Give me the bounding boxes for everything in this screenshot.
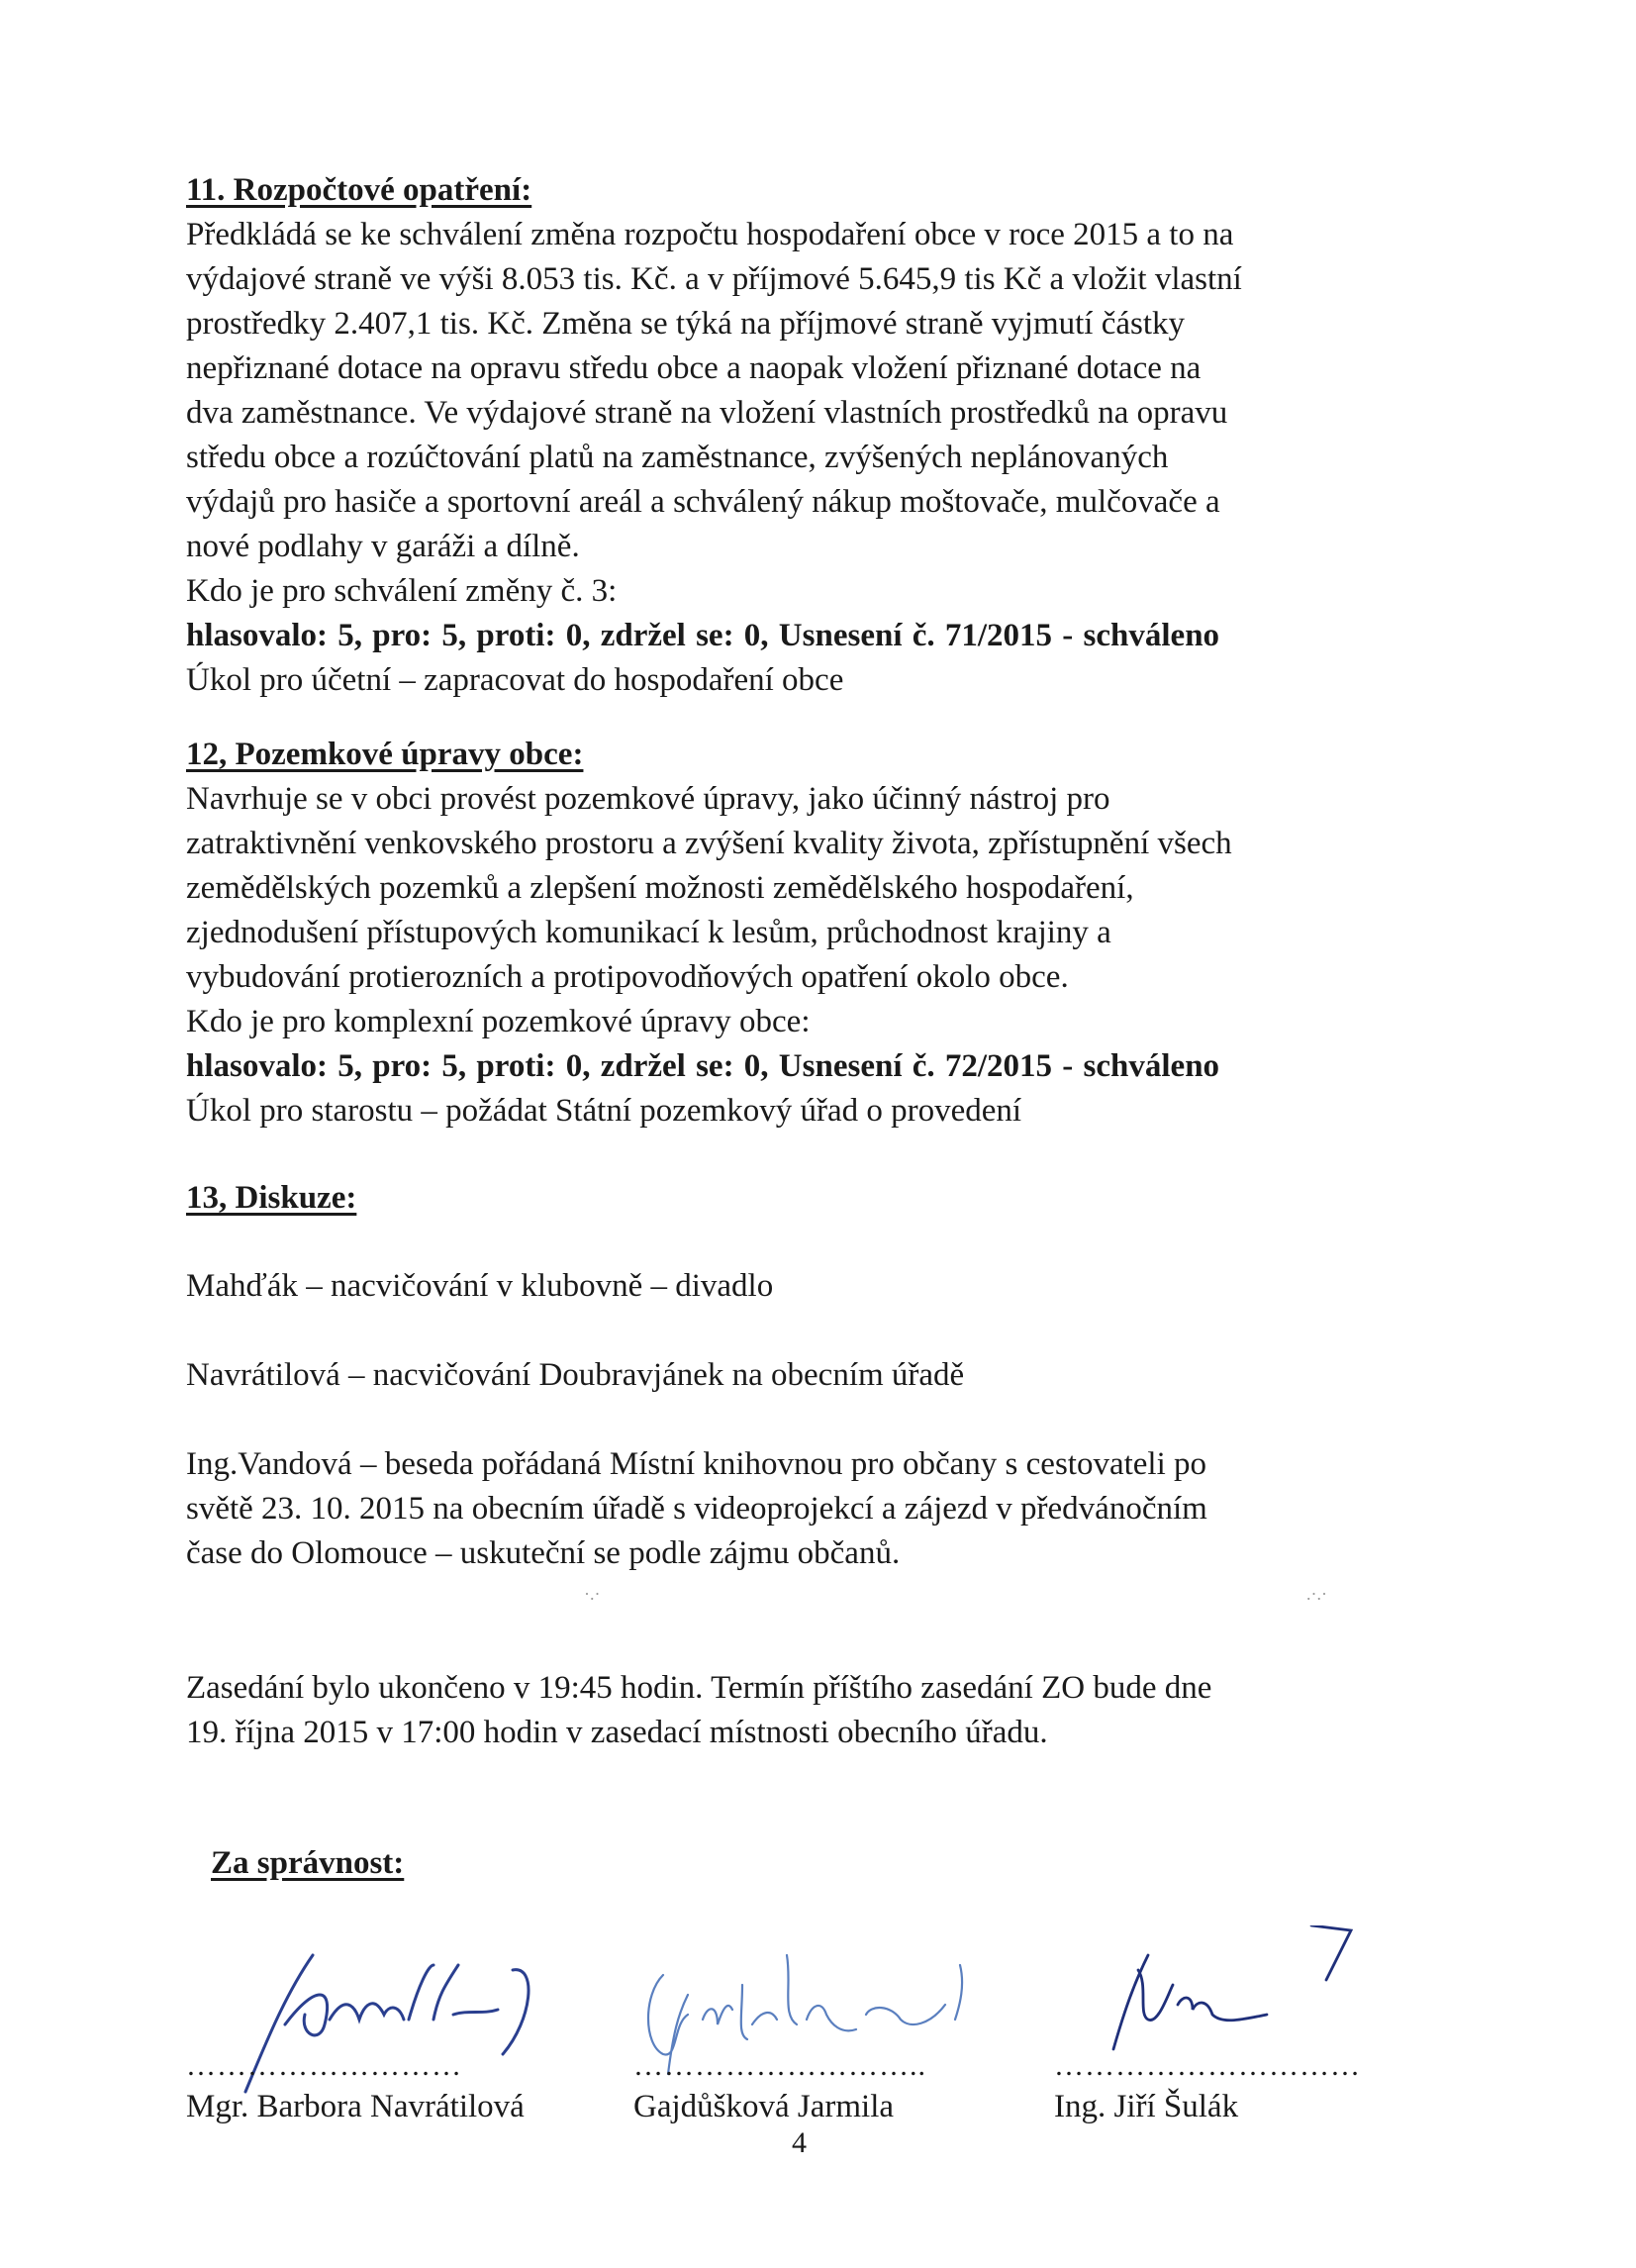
discussion-item-text: Ing.Vandová – beseda pořádaná Místní knihovnou pro občany s cestovateli po <box>186 1446 1207 1482</box>
discussion-item <box>186 1264 1492 1309</box>
discussion-item-text: světě 23. 10. 2015 na obecním úřadě s videoprojekcí a zájezd v předvánočním <box>186 1491 1207 1527</box>
signature-dots: ……………………… <box>186 2049 462 2082</box>
signature-block <box>1054 1925 1430 2133</box>
section-11-line: výdajové straně ve výši 8.053 tis. Kč. a v příjmové 5.645,9 tis Kč a vložit vlastní <box>186 261 1242 297</box>
signatures-heading-block <box>211 1841 1517 1886</box>
section-11-task: Úkol pro účetní – zapracovat do hospodaření obce <box>186 662 844 698</box>
section-12-line: vybudování protierozních a protipovodňových opatření okolo obce. <box>186 959 1069 995</box>
signer-name: Gajdůšková Jarmila <box>633 2089 895 2124</box>
section-12-line: zatraktivnění venkovského prostoru a zvýšení kvality života, zpřístupnění všech <box>186 826 1232 861</box>
section-11-line: výdajů pro hasiče a sportovní areál a schválený nákup moštovače, mulčovače a <box>186 484 1220 520</box>
section-12-line: zjednodušení přístupových komunikací k lesům, průchodnost krajiny a <box>186 915 1111 950</box>
closing-line: 19. října 2015 v 17:00 hodin v zasedací místnosti obecního úřadu. <box>186 1715 1048 1750</box>
section-12-line: Navrhuje se v obci provést pozemkové úpravy, jako účinný nástroj pro <box>186 781 1110 817</box>
section-12 <box>186 733 1492 1134</box>
section-11-line: středu obce a rozúčtování platů na zaměstnance, zvýšených neplánovaných <box>186 440 1169 475</box>
section-13 <box>186 1176 1492 1221</box>
signature-block <box>186 1925 562 2133</box>
section-13-heading: 13, Diskuze: <box>186 1180 357 1216</box>
section-11-line: Kdo je pro schválení změny č. 3: <box>186 573 618 609</box>
scan-speck: ·.· <box>584 1584 601 1604</box>
section-11-heading: 11. Rozpočtové opatření: <box>186 172 532 208</box>
signer-name: Mgr. Barbora Navrátilová <box>186 2089 525 2124</box>
signature-block <box>633 1925 1010 2133</box>
section-11-line: nové podlahy v garáži a dílně. <box>186 529 580 564</box>
section-11-line: nepřiznané dotace na opravu středu obce a naopak vložení přiznané dotace na <box>186 350 1202 386</box>
section-12-task: Úkol pro starostu – požádat Státní pozemkový úřad o provedení <box>186 1093 1022 1129</box>
page-number: 4 <box>792 2126 807 2159</box>
section-12-line: zemědělských pozemků a zlepšení možnosti zemědělského hospodaření, <box>186 870 1134 906</box>
discussion-item-text: Mahďák – nacvičování v klubovně – divadlo <box>186 1268 774 1304</box>
discussion-item <box>186 1353 1492 1398</box>
section-11-vote: hlasovalo: 5, pro: 5, proti: 0, zdržel se: 0, Usnesení č. 71/2015 - schváleno <box>186 618 1220 653</box>
closing-paragraph <box>186 1666 1492 1755</box>
section-11-line: Předkládá se ke schválení změna rozpočtu hospodaření obce v roce 2015 a to na <box>186 217 1234 252</box>
section-12-vote: hlasovalo: 5, pro: 5, proti: 0, zdržel se: 0, Usnesení č. 72/2015 - schváleno <box>186 1048 1220 1084</box>
discussion-item <box>186 1442 1492 1576</box>
section-12-line: Kdo je pro komplexní pozemkové úpravy obce: <box>186 1004 811 1039</box>
section-11 <box>186 168 1492 703</box>
scan-speck: .·.· <box>1306 1584 1327 1604</box>
discussion-item-text: Navrátilová – nacvičování Doubravjánek na obecním úřadě <box>186 1357 965 1393</box>
signature-dots: ………………………… <box>1054 2049 1361 2082</box>
signature-dots: ……………………….. <box>633 2049 926 2082</box>
section-11-line: dva zaměstnance. Ve výdajové straně na vložení vlastních prostředků na opravu <box>186 395 1228 431</box>
closing-line: Zasedání bylo ukončeno v 19:45 hodin. Termín příštího zasedání ZO bude dne <box>186 1670 1212 1706</box>
discussion-item-text: čase do Olomouce – uskuteční se podle zájmu občanů. <box>186 1535 901 1571</box>
section-11-line: prostředky 2.407,1 tis. Kč. Změna se týká na příjmové straně vyjmutí částky <box>186 306 1186 342</box>
section-12-heading: 12, Pozemkové úpravy obce: <box>186 737 584 772</box>
signatures-heading: Za správnost: <box>211 1845 405 1881</box>
signer-name: Ing. Jiří Šulák <box>1054 2089 1239 2124</box>
